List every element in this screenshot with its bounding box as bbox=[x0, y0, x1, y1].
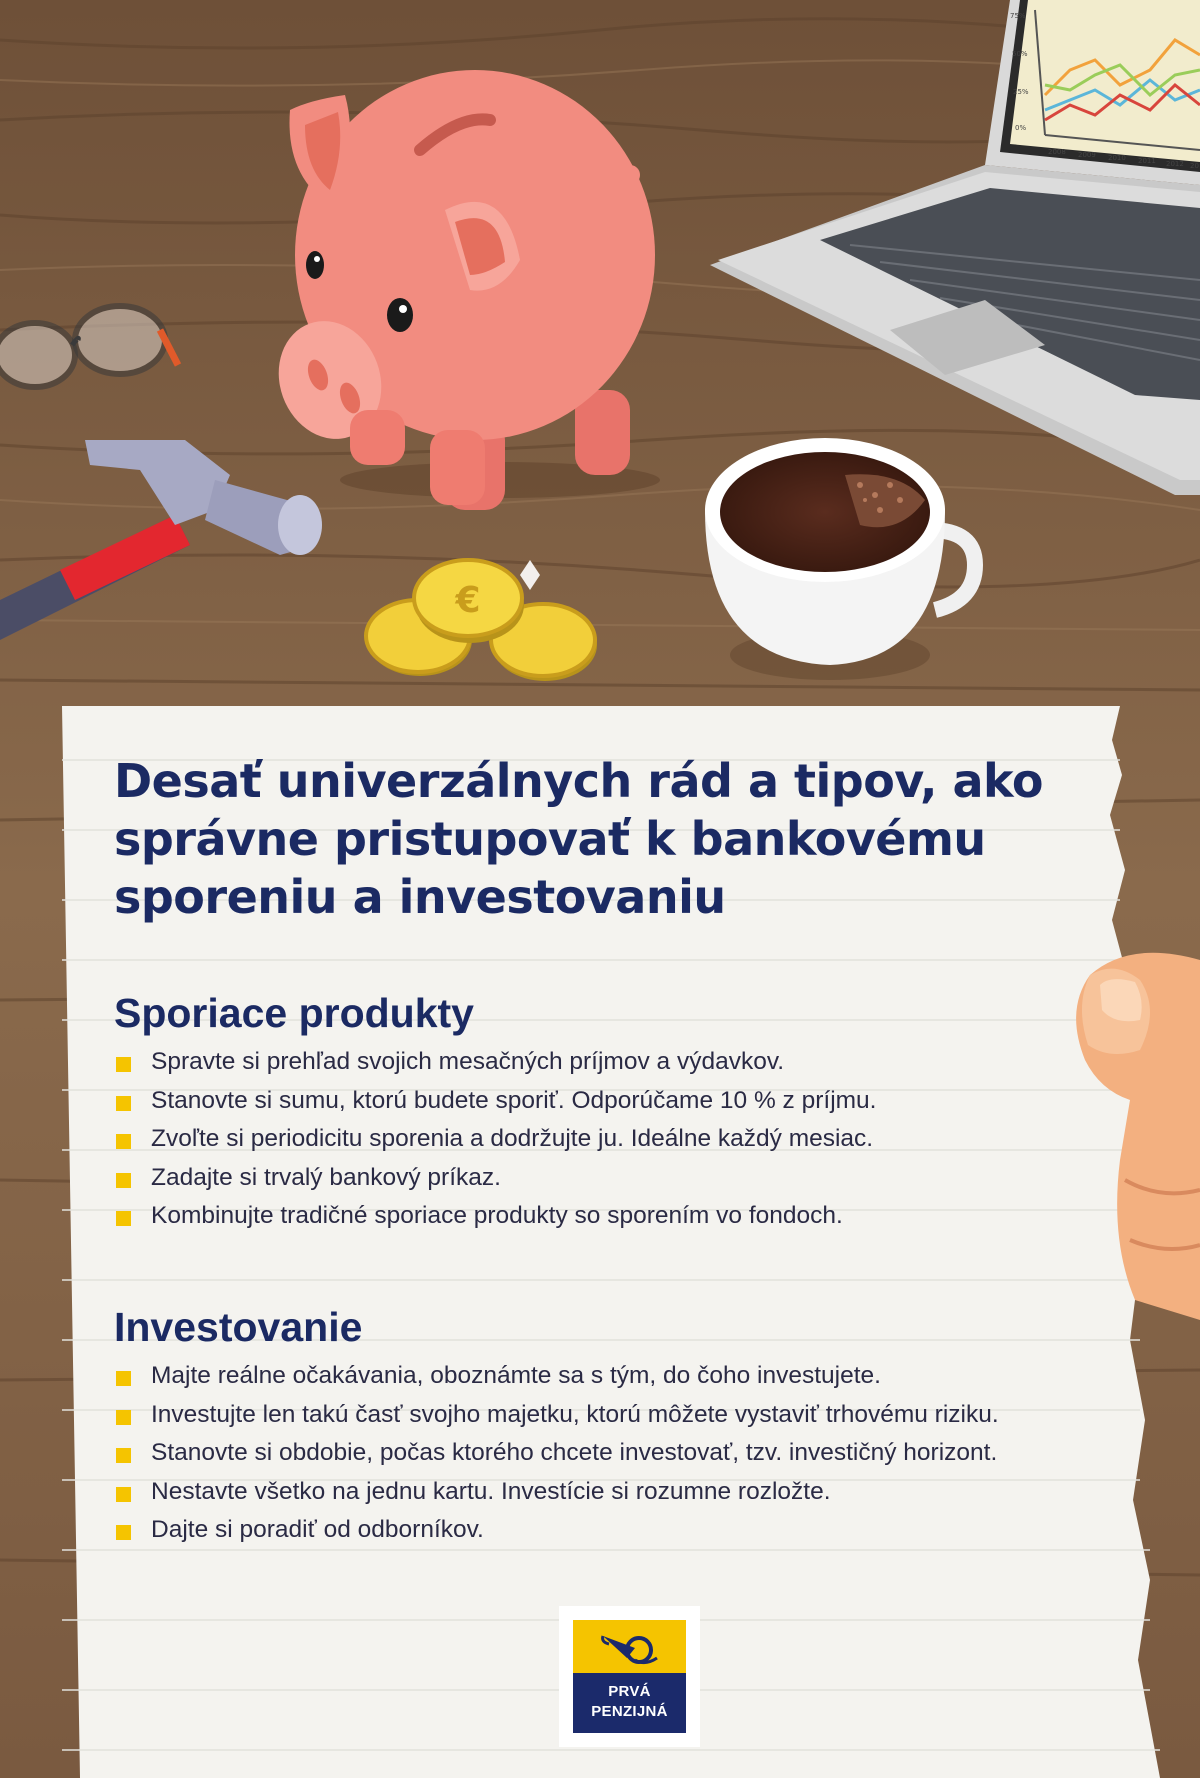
list-item bbox=[114, 1120, 876, 1159]
prva-penzijna-logo bbox=[559, 1606, 700, 1747]
laptop-x-tick: 2009 bbox=[1078, 151, 1096, 159]
laptop-y-tick: 50% bbox=[1012, 50, 1028, 58]
tip-text: Kombinujte tradičné sporiace produkty so sporením vo fondoch. bbox=[151, 1202, 843, 1229]
logo-blue-band bbox=[573, 1673, 686, 1733]
tip-text: Investujte len takú časť svojho majetku, ktorú môžete vystaviť trhovému riziku. bbox=[151, 1400, 999, 1428]
list-item bbox=[114, 1473, 999, 1512]
laptop-x-tick: 2012 bbox=[1166, 160, 1184, 168]
tip-text: Stanovte si sumu, ktorú budete sporiť. Odporúčame 10 % z príjmu. bbox=[151, 1086, 877, 1114]
bullet-icon bbox=[116, 1410, 131, 1425]
post-horn-icon bbox=[573, 1620, 686, 1673]
svg-text:€: € bbox=[455, 580, 481, 621]
bullet-icon bbox=[116, 1096, 131, 1111]
tip-text: Dajte si poradiť od odborníkov. bbox=[151, 1516, 484, 1543]
laptop-y-tick: 75% bbox=[1010, 12, 1026, 20]
tip-text: Majte reálne očakávania, oboznámte sa s tým, do čoho investujete. bbox=[151, 1362, 881, 1389]
tip-text: Zadajte si trvalý bankový príkaz. bbox=[151, 1163, 501, 1191]
list-item bbox=[114, 1511, 999, 1550]
bullet-icon bbox=[116, 1448, 131, 1463]
logo-text-line2: PENZIJNÁ bbox=[591, 1703, 668, 1720]
tip-text: Stanovte si obdobie, počas ktorého chcete investovať, tzv. investičný horizont. bbox=[151, 1439, 998, 1466]
bullet-icon bbox=[116, 1211, 131, 1226]
logo-text-line1: PRVÁ bbox=[608, 1683, 651, 1700]
bullet-icon bbox=[116, 1173, 131, 1188]
section-title-investing: Investovanie bbox=[114, 1304, 363, 1350]
list-item bbox=[114, 1159, 876, 1198]
list-item bbox=[114, 1357, 999, 1396]
list-item bbox=[114, 1434, 999, 1473]
bullet-icon bbox=[116, 1134, 131, 1149]
tip-text: Zvoľte si periodicitu sporenia a dodržujte ju. Ideálne každý mesiac. bbox=[151, 1125, 874, 1152]
tip-text: Spravte si prehľad svojich mesačných príjmov a výdavkov. bbox=[151, 1048, 785, 1075]
list-item bbox=[114, 1396, 999, 1435]
bullet-icon bbox=[116, 1057, 131, 1072]
logo-inner bbox=[573, 1620, 686, 1733]
tip-text: Nestavte všetko na jednu kartu. Investície si rozumne rozložte. bbox=[151, 1477, 831, 1505]
page-title: Desať univerzálnych rád a tipov, ako správne pristupovať k bankovému sporeniu a investovaniu bbox=[114, 754, 1044, 924]
list-item bbox=[114, 1043, 876, 1082]
bullet-icon bbox=[116, 1487, 131, 1502]
bullet-icon bbox=[116, 1525, 131, 1540]
list-item bbox=[114, 1197, 876, 1236]
investing-tips-list bbox=[114, 1357, 999, 1550]
laptop-y-tick: 0% bbox=[1015, 124, 1027, 132]
savings-tips-list bbox=[114, 1043, 876, 1236]
laptop-x-tick: 20 bbox=[1190, 162, 1199, 170]
laptop-x-tick: 2011 bbox=[1138, 157, 1156, 165]
laptop-y-tick: 25% bbox=[1013, 88, 1029, 96]
section-title-savings: Sporiace produkty bbox=[114, 990, 474, 1036]
bullet-icon bbox=[116, 1371, 131, 1386]
laptop-x-tick: 2008 bbox=[1048, 148, 1066, 156]
list-item bbox=[114, 1082, 876, 1121]
logo-yellow-band bbox=[573, 1620, 686, 1673]
laptop-x-tick: 2010 bbox=[1108, 154, 1126, 162]
